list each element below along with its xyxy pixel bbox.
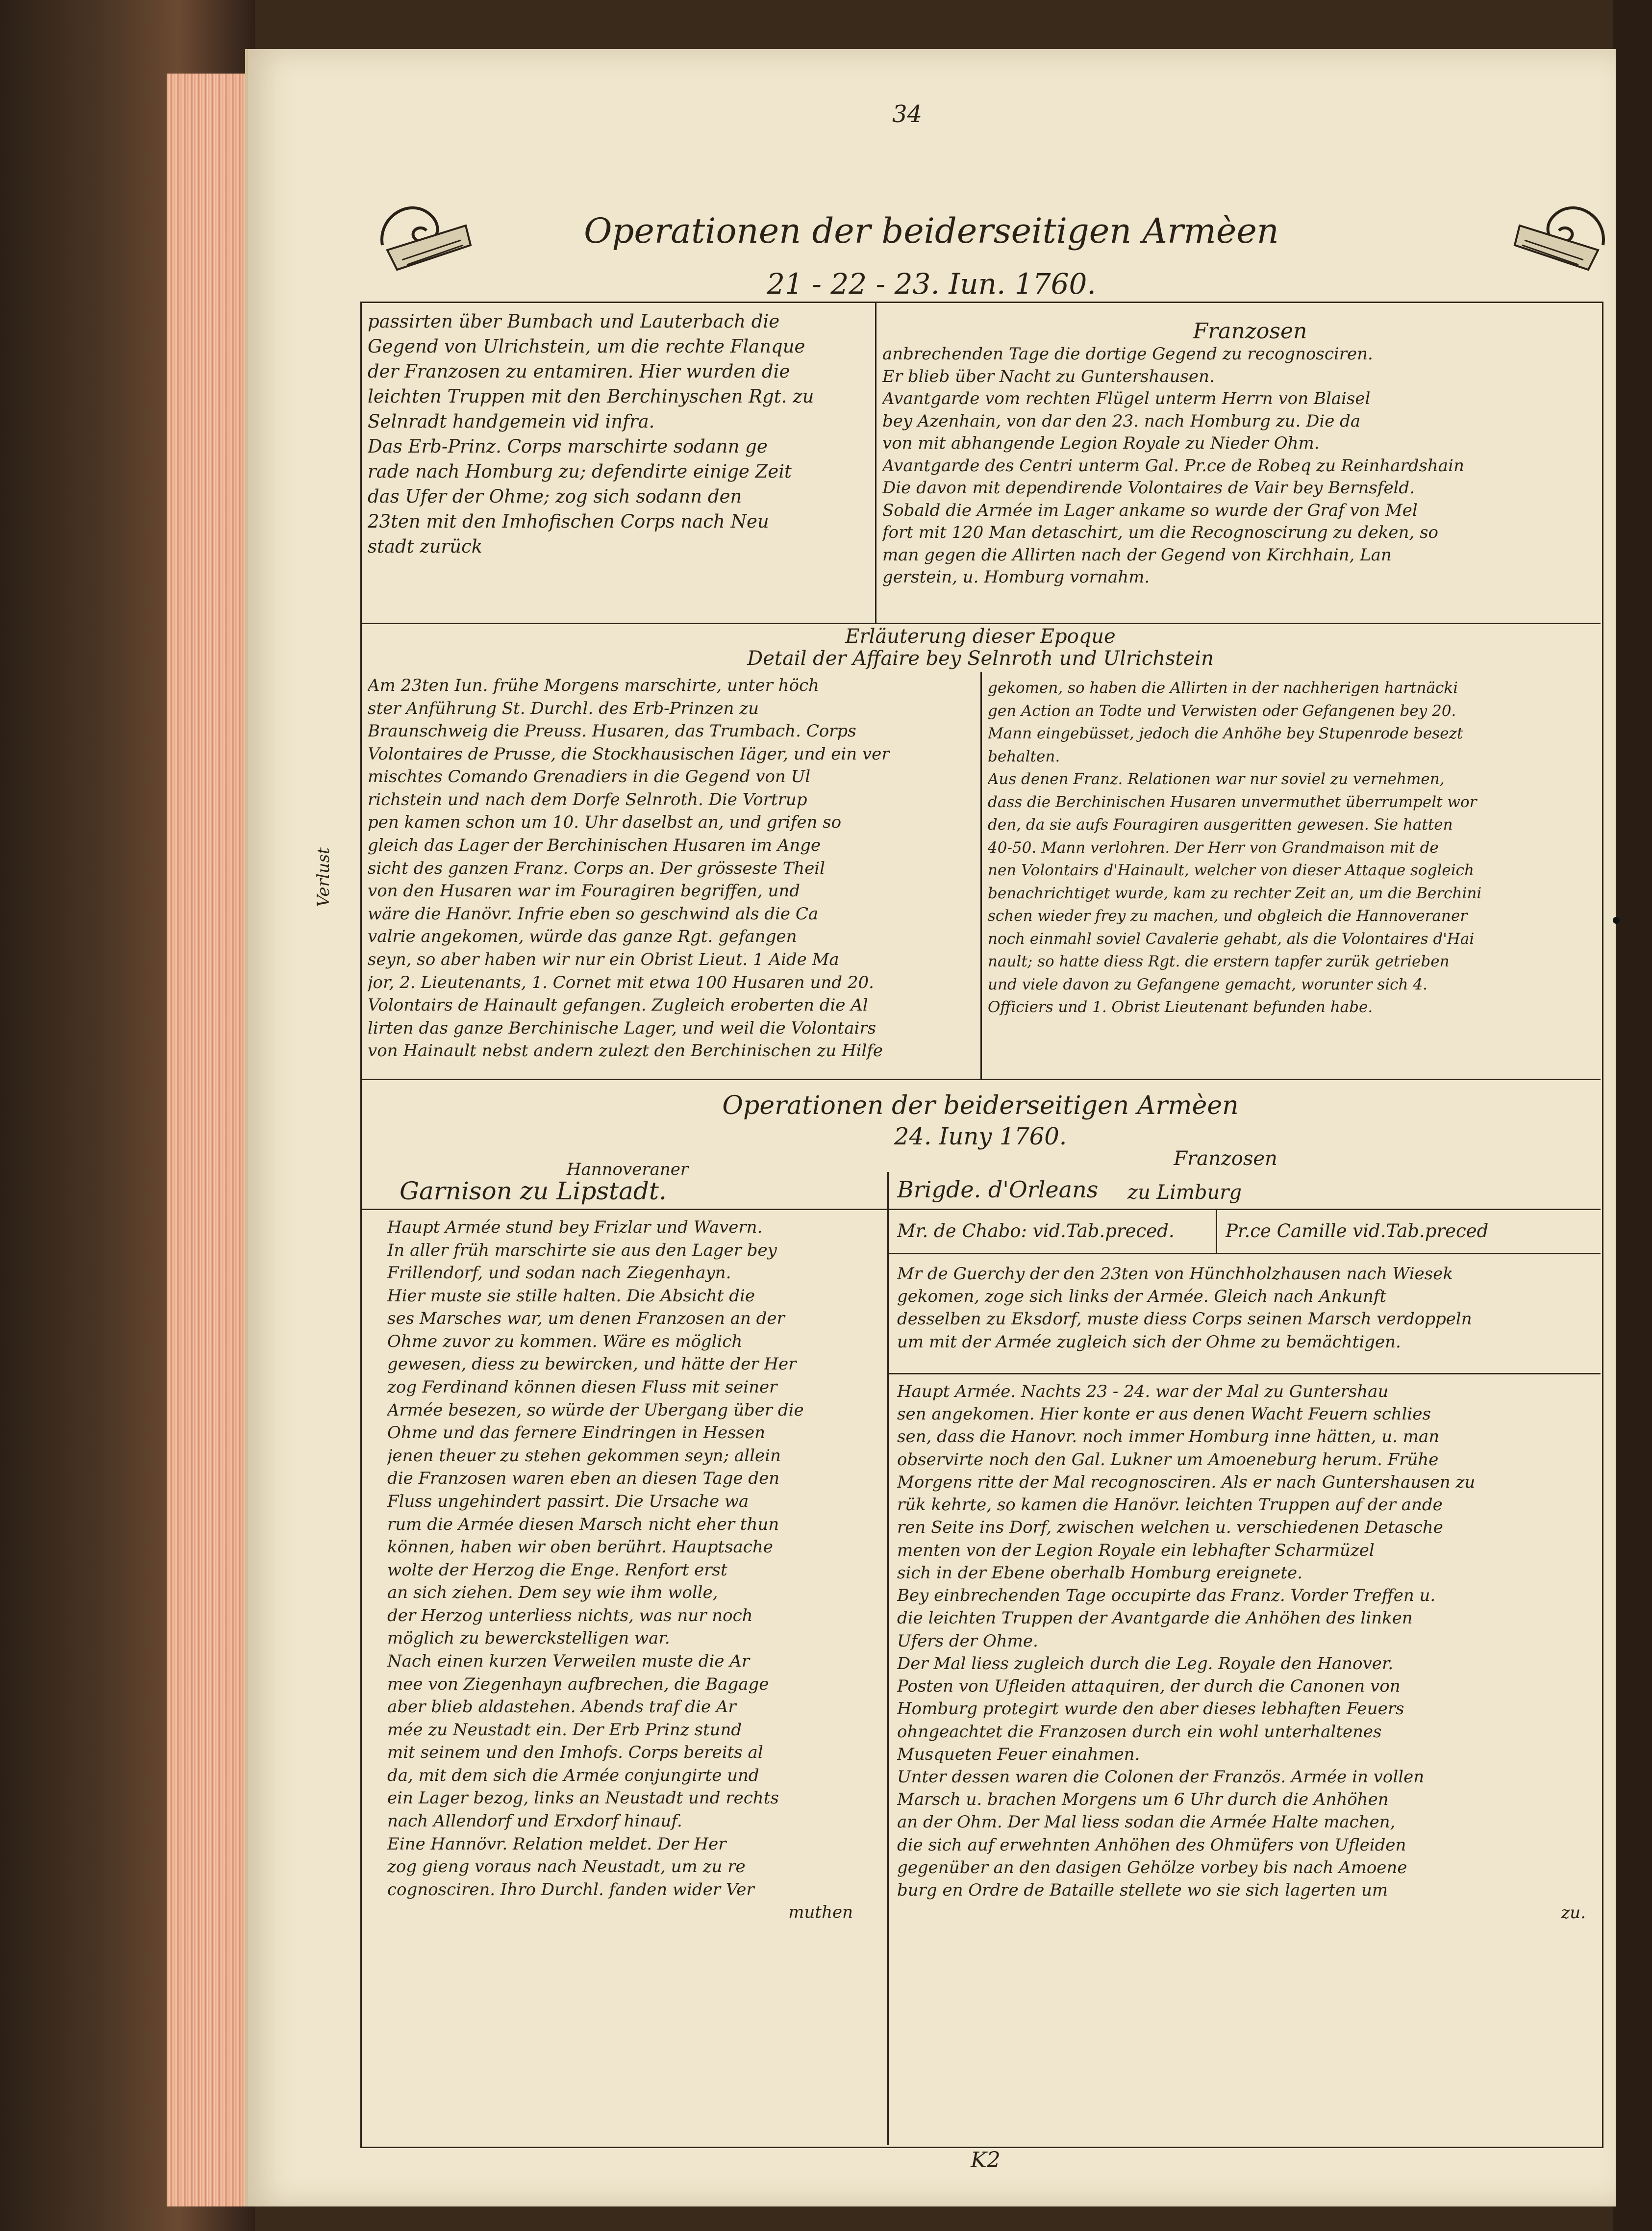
text-line: ohngeachtet die Franzosen durch ein wohl unterhaltenes	[897, 1722, 1382, 1742]
text-line: gen Action an Todte und Verwisten oder Gefangenen bey 20.	[988, 702, 1456, 720]
text-line: Haupt Armée stund bey Frizlar und Wavern.	[387, 1217, 763, 1237]
middle-right-text	[988, 677, 1596, 1019]
text-line: 23ten mit den Imhofischen Corps nach Neu	[368, 511, 769, 532]
text-line: Mann eingebüsset, jedoch die Anhöhe bey Stupenrode besezt	[988, 725, 1463, 742]
text-line: Avantgarde des Centri unterm Gal. Pr.ce de Robeq zu Reinhardshain	[882, 456, 1464, 476]
text-line: mee von Ziegenhayn aufbrechen, die Bagage	[387, 1674, 769, 1694]
box-rule	[887, 1253, 1601, 1254]
text-line: den, da sie aufs Fouragiren ausgeritten gewesen. Sie hatten	[988, 816, 1453, 834]
bottom-divider	[887, 1172, 889, 2145]
text-line: zog gieng voraus nach Neustadt, um zu re	[387, 1857, 746, 1877]
text-line: ren Seite ins Dorf, zwischen welchen u. verschiedenen Detasche	[897, 1518, 1443, 1538]
top-section-rule	[362, 623, 1601, 624]
top-right-heading: Franzosen	[1193, 319, 1307, 344]
text-line: schen wieder frey zu machen, und obgleich die Hannoveraner	[988, 907, 1468, 925]
text-line: Morgens ritte der Mal recognosciren. Als er nach Guntershausen zu	[897, 1472, 1476, 1492]
text-line: gerstein, u. Homburg vornahm.	[882, 567, 1150, 587]
text-line: Pr.ce Camille vid.Tab.preced	[1226, 1220, 1489, 1242]
text-line: Mr de Guerchy der den 23ten von Hünchholzhausen nach Wiesek	[897, 1264, 1453, 1284]
middle-divider	[980, 672, 982, 1079]
text-line: nen Volontairs d'Hainault, welcher von dieser Attaque sogleich	[988, 862, 1474, 879]
text-line: Musqueten Feuer einahmen.	[897, 1744, 1140, 1764]
text-line: und viele davon zu Gefangene gemacht, worunter sich 4.	[988, 975, 1427, 993]
bottom-right-sub-a	[897, 1174, 1142, 1205]
bottom-left-sub	[400, 1174, 841, 1208]
text-line: Volontaires de Prusse, die Stockhausischen Iäger, und ein ver	[368, 744, 890, 764]
signature-mark: K2	[971, 2148, 1001, 2173]
text-line: pen kamen schon um 10. Uhr daselbst an, und grifen so	[368, 812, 842, 833]
text-line: wäre die Hanövr. Infrie eben so geschwind als die Ca	[368, 904, 819, 924]
text-line: muthen	[788, 1902, 853, 1923]
text-line: bey Azenhain, von dar den 23. nach Homburg zu. Die da	[882, 411, 1361, 431]
page-date: 21 - 22 - 23. Iun. 1760.	[767, 267, 1096, 301]
bottom-date: 24. Iuny 1760.	[894, 1123, 1067, 1150]
text-line: Mr. de Chabo: vid.Tab.preced.	[897, 1220, 1175, 1242]
text-line: nault; so hatte diess Rgt. die erstern tapfer zurük getrieben	[988, 953, 1450, 970]
text-line: der Franzosen zu entamiren. Hier wurden die	[368, 361, 790, 382]
text-line: Haupt Armée. Nachts 23 - 24. war der Mal zu Guntershau	[897, 1382, 1389, 1401]
text-line: ses Marsches war, um denen Franzosen an der	[387, 1309, 785, 1329]
text-line: leichten Truppen mit den Berchinyschen Rgt. zu	[368, 386, 814, 407]
bottom-right-heading: Franzosen	[1174, 1147, 1277, 1170]
bottom-left-header-rule	[362, 1209, 887, 1210]
scroll-ornament-right	[1510, 186, 1613, 284]
text-line: Avantgarde vom rechten Flügel unterm Herrn von Blaisel	[882, 389, 1371, 409]
text-line: valrie angekomen, würde das ganze Rgt. gefangen	[368, 927, 797, 947]
text-line: Unter dessen waren die Colonen der Französ. Armée in vollen	[897, 1767, 1425, 1787]
top-divider	[875, 303, 876, 624]
text-line: Posten von Ufleiden attaquiren, der durch die Canonen von	[897, 1676, 1401, 1697]
text-line: Homburg protegirt wurde den aber dieses lebhaften Feuers	[897, 1699, 1404, 1719]
bottom-right-header-rule	[887, 1209, 1601, 1210]
margin-note: Verlust	[314, 847, 333, 907]
text-line: von mit abhangende Legion Royale zu Nieder Ohm.	[882, 433, 1320, 454]
text-line: wolte der Herzog die Enge. Renfort erst	[387, 1560, 727, 1580]
text-line: Er blieb über Nacht zu Guntershausen.	[882, 366, 1215, 386]
text-line: möglich zu bewerckstelligen war.	[387, 1628, 670, 1648]
text-line: Das Erb-Prinz. Corps marschirte sodann ge	[368, 436, 768, 457]
text-line: menten von der Legion Royale ein lebhafter Scharmüzel	[897, 1540, 1375, 1560]
text-line: Ohme und das fernere Eindringen in Hessen	[387, 1423, 765, 1443]
text-line: die sich auf erwehnten Anhöhen des Ohmüfers von Ufleiden	[897, 1835, 1406, 1855]
text-line: zu.	[1561, 1903, 1586, 1923]
text-line: sich in der Ebene oberhalb Homburg ereignete.	[897, 1563, 1302, 1583]
text-line: observirte noch den Gal. Lukner um Amoeneburg herum. Frühe	[897, 1449, 1439, 1470]
bottom-right-box-b	[1226, 1218, 1593, 1243]
text-line: Braunschweig die Preuss. Husaren, das Trumbach. Corps	[368, 721, 856, 741]
middle-left-text	[368, 674, 976, 1063]
bottom-left-heading: Hannoveraner	[566, 1160, 689, 1179]
text-line: Die davon mit dependirende Volontaires de Vair bey Bernsfeld.	[882, 478, 1415, 498]
text-line: sen angekomen. Hier konte er aus denen Wacht Feuern schlies	[897, 1404, 1431, 1424]
text-line: dass die Berchinischen Husaren unvermuthet überrumpelt wor	[988, 793, 1477, 811]
text-line: mit seinem und den Imhofs. Corps bereits al	[387, 1743, 763, 1763]
text-line: gewesen, diess zu bewircken, und hätte der Her	[387, 1354, 797, 1374]
text-line: Ufers der Ohme.	[897, 1631, 1038, 1651]
text-line: ster Anführung St. Durchl. des Erb-Prinzen zu	[368, 698, 759, 718]
bottom-right-para1	[897, 1263, 1596, 1353]
text-line: cognosciren. Ihro Durchl. fanden wider Ver	[387, 1879, 754, 1900]
text-line: gegenüber an den dasigen Gehölze vorbey bis nach Amoene	[897, 1857, 1407, 1877]
text-line: von den Husaren war im Fouragiren begriffen, und	[368, 881, 801, 901]
text-line: jor, 2. Lieutenants, 1. Cornet mit etwa 100 Husaren und 20.	[368, 972, 874, 992]
text-line: Armée besezen, so würde der Ubergang über die	[387, 1400, 804, 1420]
bottom-right-box-a	[897, 1218, 1216, 1243]
text-line: Aus denen Franz. Relationen war nur soviel zu vernehmen,	[988, 770, 1445, 788]
text-line: In aller früh marschirte sie aus den Lager bey	[387, 1240, 777, 1260]
text-line: der Herzog unterliess nichts, was nur noch	[387, 1605, 753, 1625]
text-line: Am 23ten Iun. frühe Morgens marschirte, unter höch	[368, 676, 819, 695]
text-line: fort mit 120 Man detaschirt, um die Recognoscirung zu deken, so	[882, 523, 1438, 543]
text-line: Ohme zuvor zu kommen. Wäre es möglich	[387, 1331, 743, 1351]
text-line: nach Allendorf und Erxdorf hinauf.	[387, 1811, 682, 1831]
text-line: da, mit dem sich die Armée conjungirte und	[387, 1765, 759, 1785]
text-line: zog Ferdinand können diesen Fluss mit seiner	[387, 1377, 777, 1397]
text-line: Der Mal liess zugleich durch die Leg. Royale den Hanover.	[897, 1653, 1394, 1673]
text-line: von Hainault nebst andern zulezt den Berchinischen zu Hilfe	[368, 1041, 883, 1061]
text-line: sen, dass die Hanovr. noch immer Homburg inne hätten, u. man	[897, 1427, 1440, 1447]
text-line: Garnison zu Lipstadt.	[400, 1177, 667, 1205]
page-number: 34	[892, 101, 923, 128]
text-line: gleich das Lager der Berchinischen Husaren im Ange	[368, 836, 821, 856]
text-line: zu Limburg	[1127, 1181, 1242, 1204]
text-line: aber blieb aldastehen. Abends traf die Ar	[387, 1697, 736, 1717]
top-left-text	[368, 309, 870, 559]
text-line: Selnradt handgemein vid infra.	[368, 411, 655, 432]
text-line: Sobald die Armée im Lager ankame so wurde der Graf von Mel	[882, 500, 1418, 520]
text-line: sicht des ganzen Franz. Corps an. Der grösseste Theil	[368, 858, 826, 878]
text-line: mischtes Comando Grenadiers in die Gegend von Ul	[368, 767, 811, 787]
margin-dot	[1613, 917, 1620, 924]
text-line: 40-50. Mann verlohren. Der Herr von Grandmaison mit de	[988, 838, 1439, 857]
text-line: desselben zu Eksdorf, muste diess Corps seinen Marsch verdoppeln	[897, 1309, 1472, 1329]
text-line: benachrichtiget wurde, kam zu rechter Zeit an, um die Berchini	[988, 884, 1482, 902]
text-line: gekomen, zoge sich links der Armée. Gleich nach Ankunft	[897, 1287, 1387, 1307]
text-line: passirten über Bumbach und Lauterbach die	[368, 311, 780, 332]
text-line: stadt zurück	[368, 536, 483, 558]
top-right-text	[882, 343, 1596, 589]
text-line: lirten das ganze Berchinische Lager, und weil die Volontairs	[368, 1018, 876, 1038]
text-line: anbrechenden Tage die dortige Gegend zu recognosciren.	[882, 344, 1373, 364]
text-line: Frillendorf, und sodan nach Ziegenhayn.	[387, 1263, 731, 1283]
para-rule	[887, 1373, 1601, 1374]
scroll-ornament-left	[373, 186, 476, 284]
text-line: gekomen, so haben die Allirten in der nachherigen hartnäcki	[988, 679, 1458, 697]
bottom-title: Operationen der beiderseitigen Armèen	[722, 1091, 1239, 1120]
text-line: Bey einbrechenden Tage occupirte das Franz. Vorder Treffen u.	[897, 1586, 1436, 1606]
middle-section-rule	[362, 1079, 1601, 1080]
bottom-right-sub-b	[1127, 1179, 1324, 1206]
text-line: noch einmahl soviel Cavalerie gehabt, als die Volontaires d'Hai	[988, 930, 1475, 948]
text-line: rük kehrte, so kamen die Hanövr. leichten Truppen auf der ande	[897, 1495, 1443, 1515]
bottom-left-text	[387, 1216, 882, 1924]
text-line: an sich ziehen. Dem sey wie ihm wolle,	[387, 1583, 718, 1603]
text-line: Brigde. d'Orleans	[897, 1176, 1099, 1203]
text-line: rum die Armée diesen Marsch nicht eher thun	[387, 1514, 779, 1534]
text-line: an der Ohm. Der Mal liess sodan die Armée Halte machen,	[897, 1812, 1396, 1832]
text-line: man gegen die Allirten nach der Gegend von Kirchhain, Lan	[882, 545, 1392, 565]
middle-subheading: Detail der Affaire bey Selnroth und Ulrichstein	[747, 647, 1214, 670]
text-line: rade nach Homburg zu; defendirte einige Zeit	[368, 461, 792, 482]
text-line: seyn, so aber haben wir nur ein Obrist Lieut. 1 Aide Ma	[368, 949, 839, 969]
background-strip	[1613, 0, 1652, 2231]
text-line: Volontairs de Hainault gefangen. Zugleich eroberten die Al	[368, 995, 868, 1015]
text-line: Hier muste sie stille halten. Die Absicht die	[387, 1286, 755, 1306]
text-line: burg en Ordre de Bataille stellete wo sie sich lagerten um	[897, 1880, 1388, 1901]
bottom-right-para2	[897, 1380, 1596, 1925]
page-edges	[167, 74, 250, 2206]
text-line: ein Lager bezog, links an Neustadt und rechts	[387, 1788, 779, 1808]
text-line: jenen theuer zu stehen gekommen seyn; allein	[387, 1445, 781, 1466]
text-line: Officiers und 1. Obrist Lieutenant befunden habe.	[988, 998, 1373, 1016]
text-line: Nach einen kurzen Verweilen muste die Ar	[387, 1651, 750, 1671]
box-divider	[1216, 1210, 1217, 1254]
text-line: die leichten Truppen der Avantgarde die Anhöhen des linken	[897, 1608, 1413, 1628]
text-line: mée zu Neustadt ein. Der Erb Prinz stund	[387, 1720, 742, 1740]
text-line: Fluss ungehindert passirt. Die Ursache wa	[387, 1491, 749, 1511]
text-line: können, haben wir oben berührt. Hauptsache	[387, 1537, 773, 1557]
text-line: die Franzosen waren eben an diesen Tage den	[387, 1469, 780, 1489]
text-line: Eine Hannövr. Relation meldet. Der Her	[387, 1834, 726, 1854]
text-line: Marsch u. brachen Morgens um 6 Uhr durch die Anhöhen	[897, 1790, 1389, 1810]
page-title: Operationen der beiderseitigen Armèen	[584, 211, 1279, 251]
middle-heading: Erläuterung dieser Epoque	[845, 625, 1116, 648]
text-line: Gegend von Ulrichstein, um die rechte Flanque	[368, 336, 805, 357]
text-line: richstein und nach dem Dorfe Selnroth. Die Vortrup	[368, 789, 807, 810]
text-line: behalten.	[988, 747, 1060, 765]
text-line: um mit der Armée zugleich sich der Ohme zu bemächtigen.	[897, 1332, 1401, 1352]
text-line: das Ufer der Ohme; zog sich sodann den	[368, 486, 742, 507]
